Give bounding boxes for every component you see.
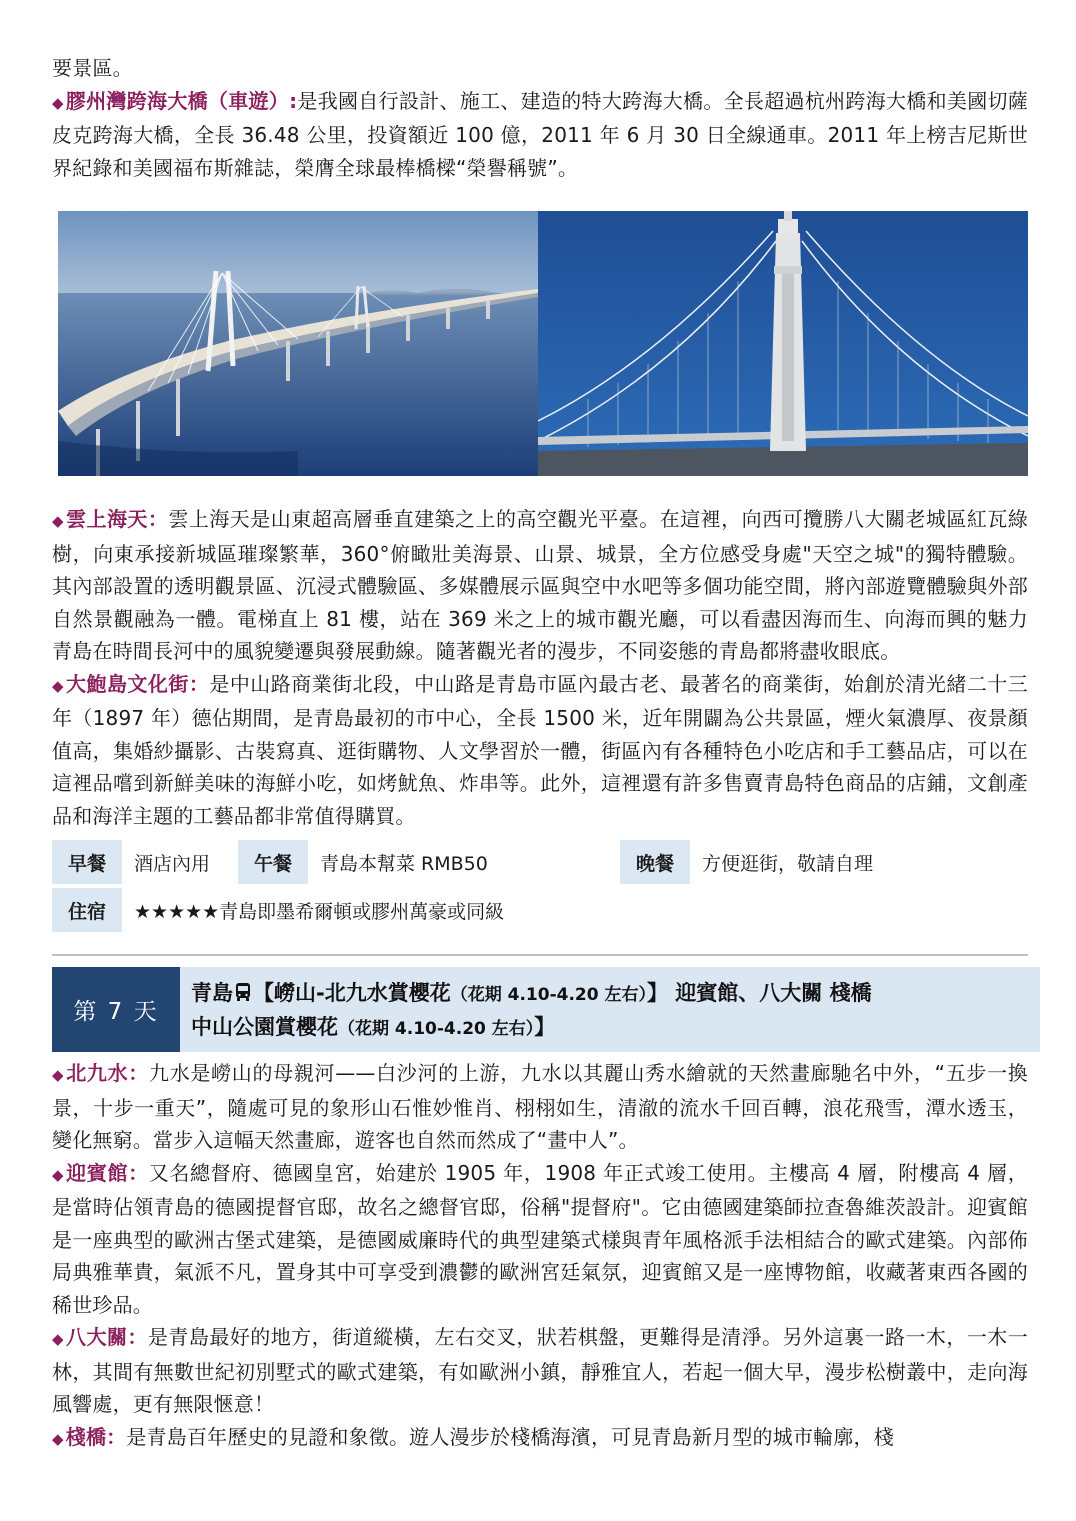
bridge-photos — [58, 211, 1028, 476]
zhanqiao-paragraph — [52, 1421, 1028, 1456]
jiaozhou-bridge-paragraph — [52, 85, 1028, 185]
dabao-street-paragraph — [52, 668, 1028, 833]
bridge-photo-tower — [538, 211, 1028, 476]
badaguan-paragraph — [52, 1321, 1028, 1421]
day7-title-city: 青島 — [191, 981, 233, 1005]
day7-title-laoshan: 【嶗山-北九水賞櫻花 — [253, 981, 451, 1005]
meals-row — [52, 840, 1028, 884]
breakfast-value: 酒店內用 — [134, 852, 211, 875]
yingbin-paragraph — [52, 1157, 1028, 1322]
cloud-sky-text: 雲上海天是山東超高層垂直建築之上的高空觀光平臺。在這裡，向西可攬勝八大關老城區紅瓦綠樹，向東承接新城區璀璨繁華，360°俯瞰壯美海景、山景、城景，全方位感受身處"天空之城"的獨特體驗。其內部設置的透明觀景區、沉浸式體驗區、多媒體展示區與空中水吧等多個功能空間，將內部遊覽體驗與外部自然景觀融為一體。電梯直上 81 樓，站在 369 米之上的城市觀光廳，可以看盡因海而生、向海而興的魅力青島在時間長河中的風貌變遷與發展動線。隨著觀光者的漫步，不同姿態的青島都將盡收眼底。 — [52, 507, 1028, 663]
beijiushui-text: 九水是嶗山的母親河——白沙河的上游，九水以其麗山秀水繪就的天然畫廊馳名中外，“五步一換景，十步一重天”，隨處可見的象形山石惟妙惟肖、栩栩如生，清澈的流水千回百轉，浪花飛雪，潭水透玉，變化無窮。當步入這幅天然畫廊，遊客也自然而然成了“畫中人”。 — [52, 1061, 1028, 1152]
day7-title-sights: 】 迎賓館、八大關 棧橋 — [647, 981, 872, 1005]
intro-tail: 要景區。 — [52, 56, 133, 80]
day7-period-2: （花期 4.10-4.20 左右） — [338, 1019, 535, 1039]
hotel-label: 住宿 — [52, 888, 122, 932]
day7-header — [52, 967, 1040, 1052]
day7-badge: 第 7 天 — [52, 967, 180, 1052]
beijiushui-paragraph — [52, 1057, 1028, 1157]
zhanqiao-term: 棧橋： — [65, 1424, 127, 1449]
meals-table — [52, 836, 1028, 936]
page — [52, 52, 1028, 1455]
diamond-bullet-icon: ◆ — [52, 1429, 64, 1448]
bridge-photo-aerial — [58, 211, 538, 476]
hotel-row — [52, 888, 1028, 932]
dabao-street-term: 大鮑島文化街： — [66, 671, 210, 696]
bridge-tower-illustration — [538, 211, 1028, 476]
diamond-bullet-icon: ◆ — [52, 1066, 65, 1084]
day7-title — [180, 967, 1040, 1052]
jiaozhou-bridge-text: 是我國自行設計、施工、建造的特大跨海大橋。全長超過杭州跨海大橋和美國切薩皮克跨海大橋，全長 36.48 公里，投資額近 100 億，2011 年 6 月 30 日全線通車。2011 年上榜吉尼斯世界紀錄和美國福布斯雜誌，榮膺全球最棒橋樑“榮譽稱號”。 — [52, 88, 1028, 180]
badaguan-term: 八大關： — [66, 1325, 148, 1349]
bridge-aerial-illustration — [58, 211, 538, 476]
diamond-bullet-icon: ◆ — [52, 512, 65, 530]
dinner-label: 晚餐 — [620, 840, 690, 884]
dabao-street-text: 是中山路商業街北段，中山路是青島市區內最古老、最著名的商業街，始創於清光緒二十三年（1897 年）德佔期間，是青島最初的市中心，全長 1500 米，近年開闢為公共景區，煙火氣濃厚、夜景顏值高，集婚紗攝影、古裝寫真、逛街購物、人文學習於一體，街區內有各種特色小吃店和手工藝品店，可以在這裡品嚐到新鮮美味的海鮮小吃，如烤魷魚、炸串等。此外，這裡還有許多售賣青島特色商品的店鋪，文創產品和海洋主題的工藝品都非常值得購買。 — [52, 671, 1029, 828]
dinner-value: 方便逛街，敬請自理 — [702, 852, 874, 875]
section-divider — [52, 954, 1028, 956]
beijiushui-term: 北九水： — [66, 1061, 149, 1085]
diamond-bullet-icon: ◆ — [52, 93, 64, 112]
cloud-sky-paragraph — [52, 503, 1028, 668]
cloud-sky-term: 雲上海天： — [66, 507, 169, 531]
jiaozhou-bridge-term: 膠州灣跨海大橋（車遊）: — [65, 88, 298, 113]
yingbin-text: 又名總督府、德國皇宮，始建於 1905 年，1908 年正式竣工使用。主樓高 4 層，附樓高 4 層，是當時佔領青島的德國提督官邸，故名之總督官邸，俗稱"提督府"。它由德國建築師拉查魯維茨設計。迎賓館是一座典型的歐洲古堡式建築，是德國威廉時代的典型建築式樣與青年風格派手法相結合的歐式建築。內部佈局典雅華貴，氣派不凡，置身其中可享受到濃鬱的歐洲宮廷氣氛，迎賓館又是一座博物館，收藏著東西各國的稀世珍品。 — [52, 1160, 1028, 1317]
zhanqiao-text: 是青島百年歷史的見證和象徵。遊人漫步於棧橋海濱，可見青島新月型的城市輪廓，棧 — [126, 1424, 894, 1449]
diamond-bullet-icon: ◆ — [52, 1330, 65, 1348]
lunch-value: 青島本幫菜 RMB50 — [320, 852, 488, 875]
hotel-value: ★★★★★青島即墨希爾頓或膠州萬豪或同級 — [134, 900, 505, 923]
lunch-label: 午餐 — [238, 840, 308, 884]
breakfast-label: 早餐 — [52, 840, 122, 884]
day7-title-end: 】 — [534, 1015, 556, 1039]
day7-title-park: 中山公園賞櫻花 — [191, 1015, 338, 1039]
diamond-bullet-icon: ◆ — [52, 1165, 65, 1184]
diamond-bullet-icon: ◆ — [52, 676, 65, 695]
badaguan-text: 是青島最好的地方，街道縱橫，左右交叉，狀若棋盤，更難得是清淨。另外這裏一路一木，一木一林，其間有無數世紀初別墅式的歐式建築，有如歐洲小鎮，靜雅宜人，若起一個大早，漫步松樹叢中，走向海風響處，更有無限愜意！ — [52, 1325, 1028, 1416]
bus-icon — [235, 979, 251, 1011]
day7-period-1: （花期 4.10-4.20 左右） — [450, 985, 647, 1005]
yingbin-term: 迎賓館： — [66, 1160, 149, 1185]
